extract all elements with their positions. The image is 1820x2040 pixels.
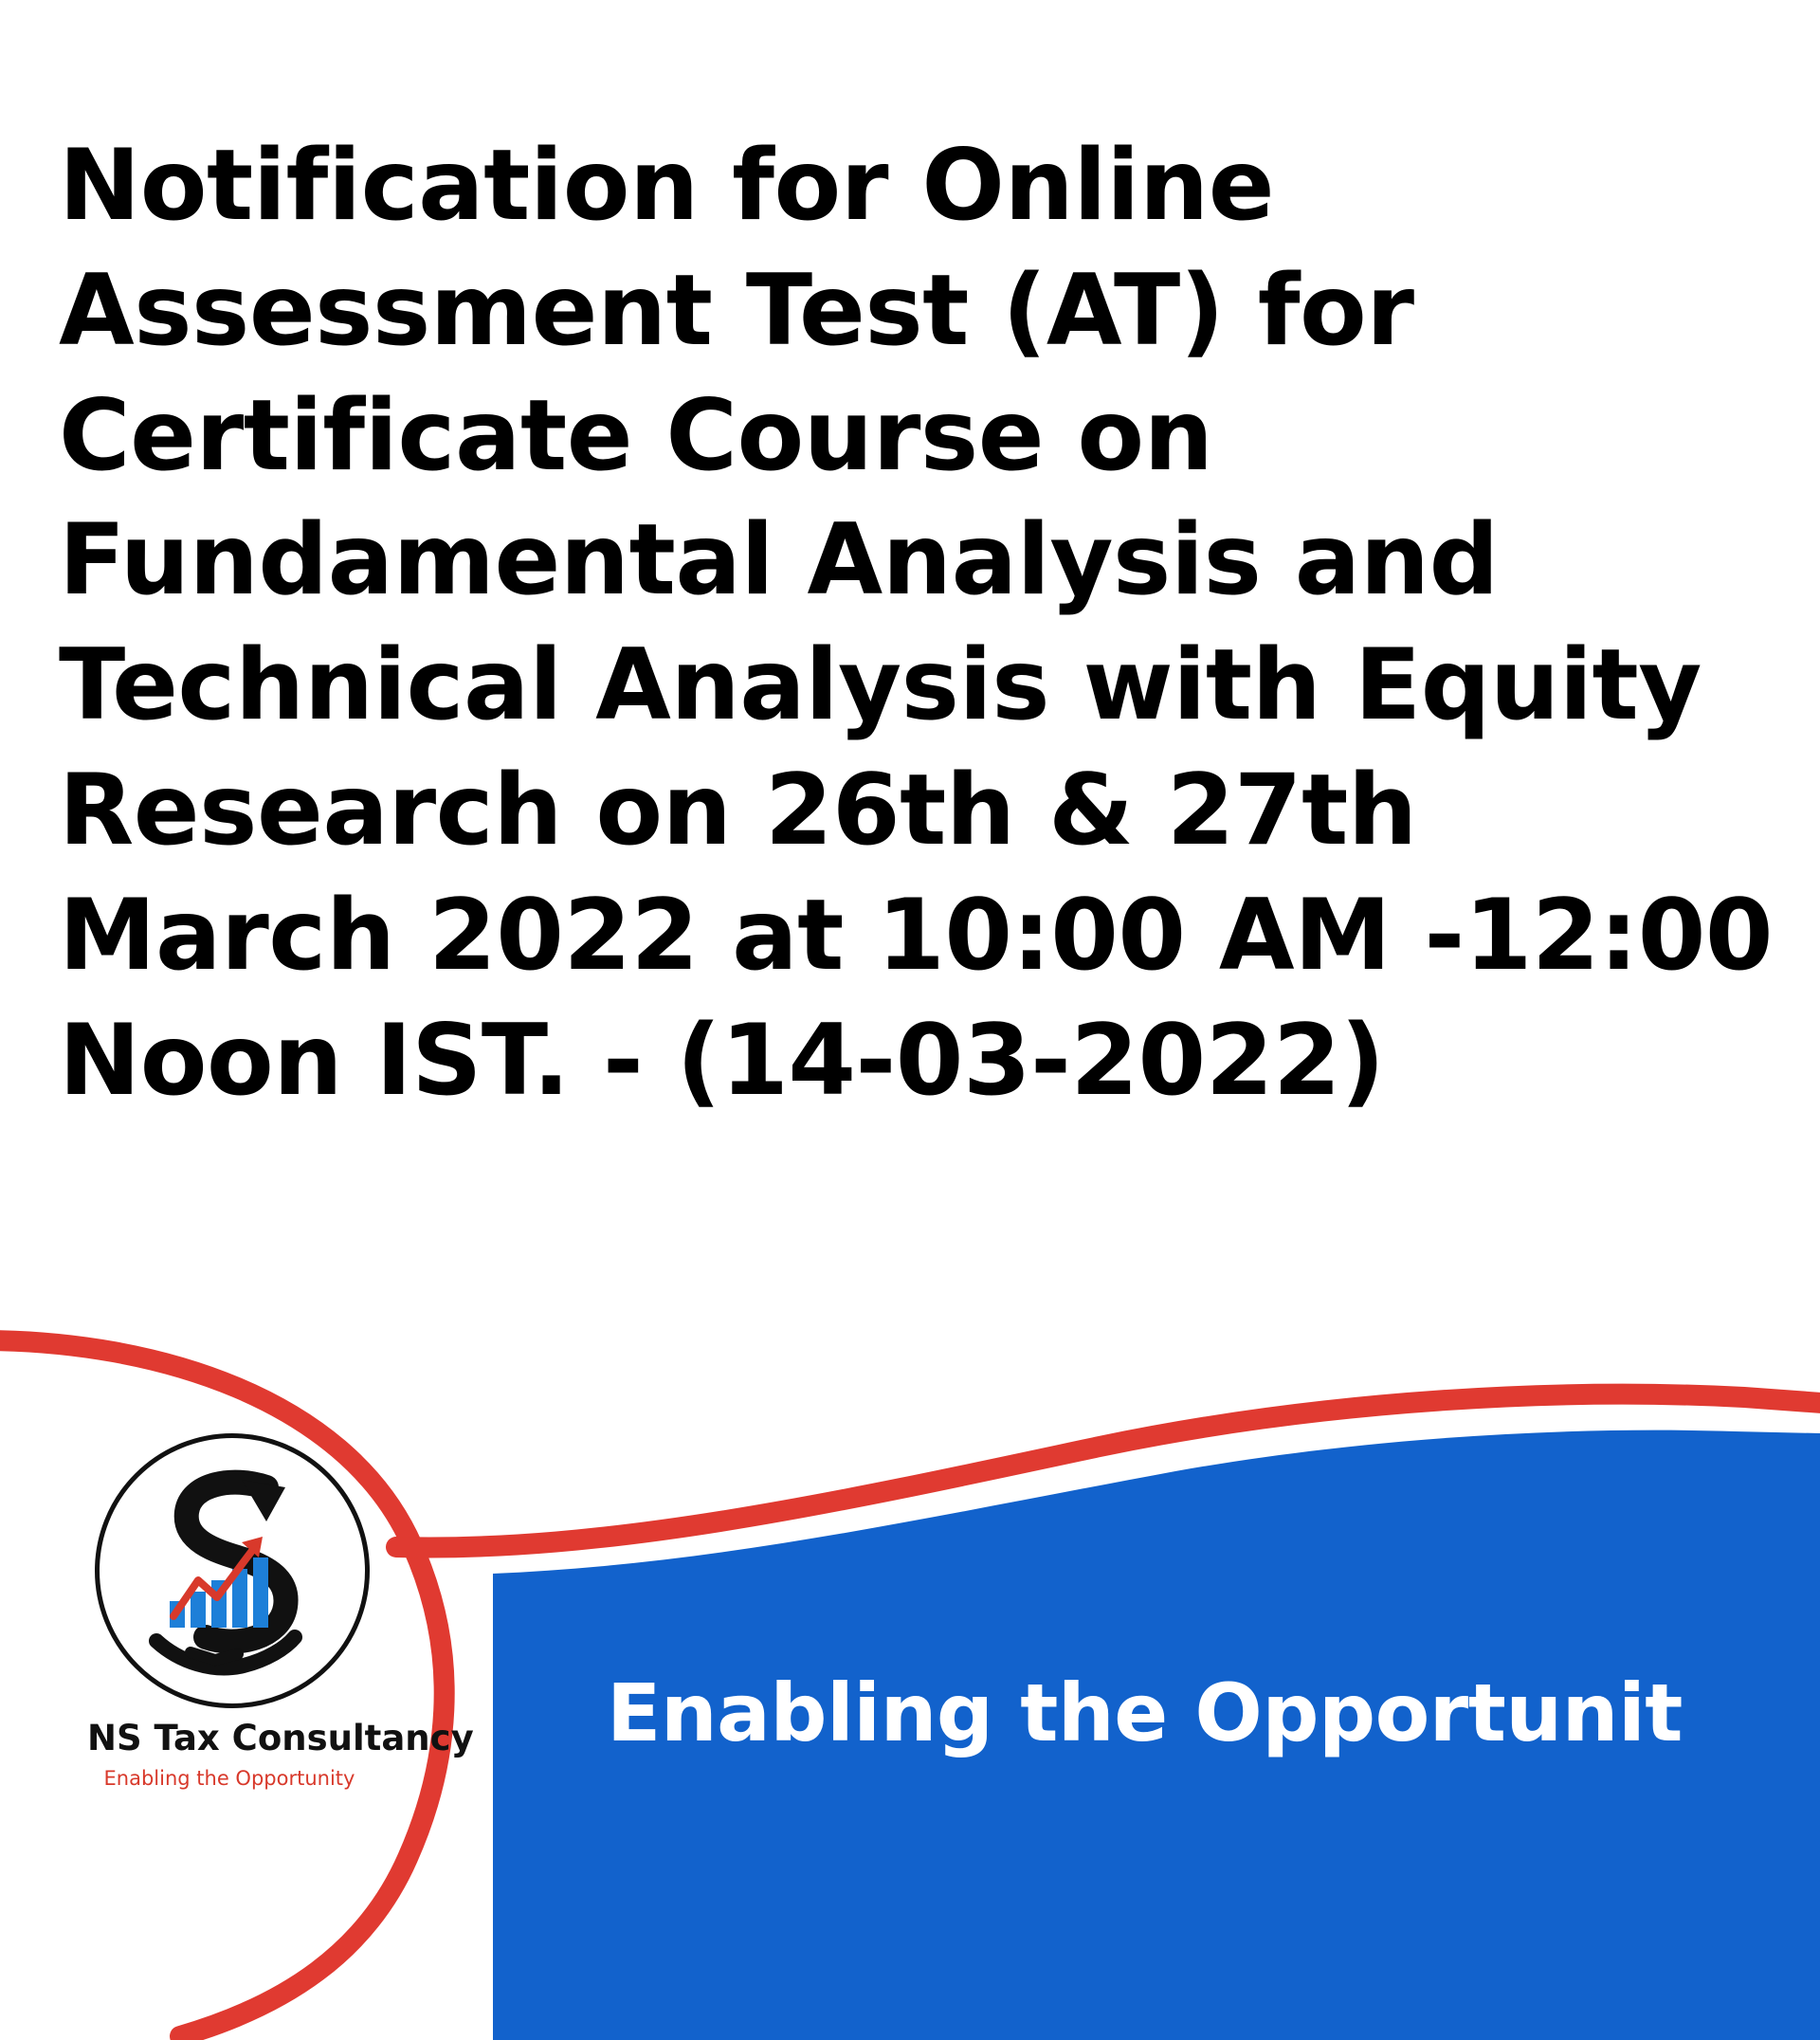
logo-tagline: Enabling the Opportunity xyxy=(103,1767,355,1790)
logo-mark-icon xyxy=(95,1433,370,1708)
logo xyxy=(87,1433,474,1831)
page-title: Notification for Online Assessment Test (AT) for Certificate Course on Fundamental Analysis and Technical Analysis with Equity Research on 26th & 27th March 2022 at 10:00 AM -12:00 Noon IST. - (14-03-2022) xyxy=(59,129,1807,1118)
banner-tagline: Enabling the Opportunit xyxy=(607,1667,1683,1759)
logo-name: NS Tax Consultancy xyxy=(87,1718,474,1758)
